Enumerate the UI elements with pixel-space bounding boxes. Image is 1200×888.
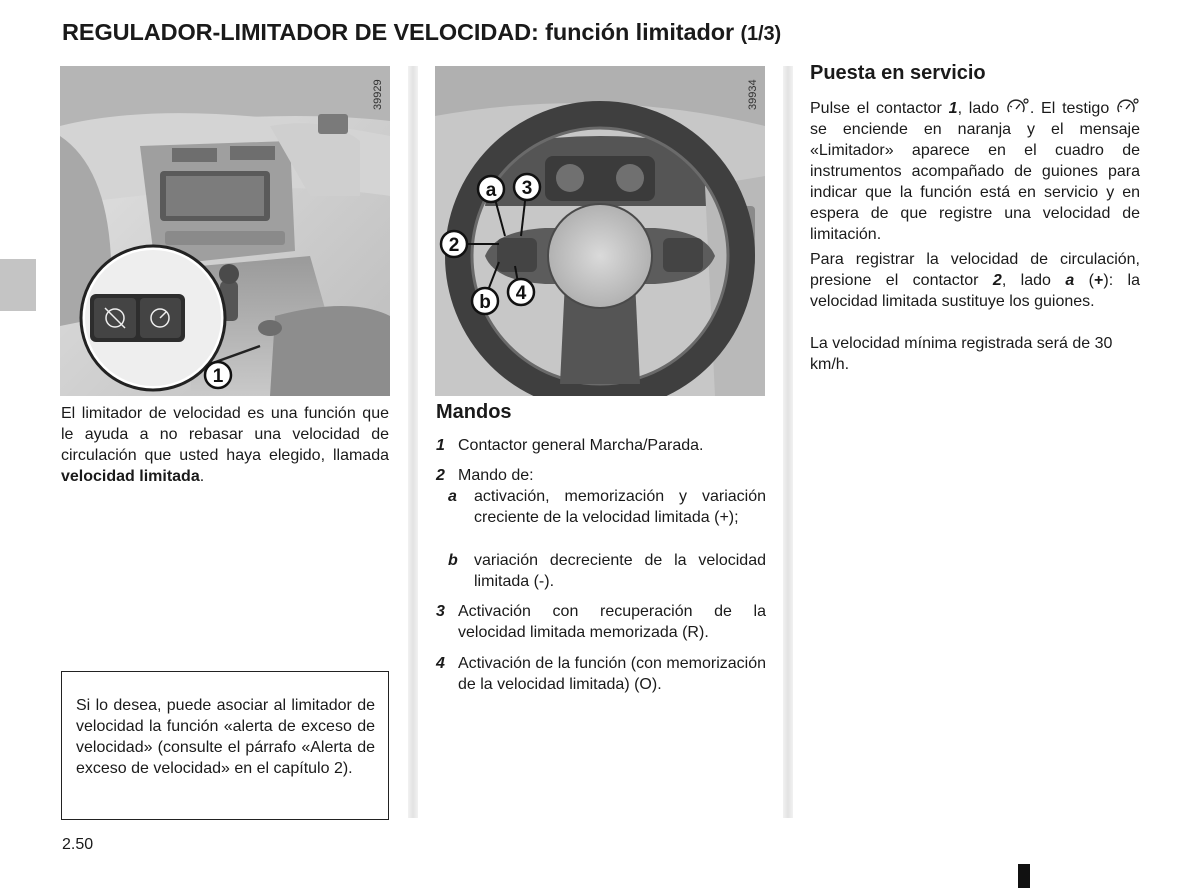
subitem-letter: b (448, 552, 458, 569)
intro-paragraph (61, 403, 389, 487)
title-text: REGULADOR-LIMITADOR DE VELOCIDAD: función limitador (62, 19, 735, 45)
startup-paragraph-1 (810, 98, 1140, 245)
controls-heading: Mandos (436, 401, 512, 423)
p1-text-b: , lado (957, 100, 1006, 117)
intro-text: El limitador de velocidad es una función que le ayuda a no rebasar una velocidad de circulación que usted haya elegido, llamada (61, 405, 389, 464)
p2-text-d: ): la velocidad limitada sustituye los guiones. (810, 272, 1141, 310)
page-title (62, 19, 781, 46)
page-corner-mark (1018, 864, 1030, 888)
callout-a: a (485, 180, 497, 201)
speed-limiter-icon (1006, 98, 1030, 116)
steering-wheel-illustration (435, 66, 765, 396)
control-item-1 (436, 435, 766, 456)
p2-text-a: Para registrar la velocidad de circulación, presione el contactor (810, 251, 1140, 289)
callout-2: 2 (448, 235, 460, 256)
item-number: 2 (436, 467, 445, 484)
p2-text-c: ( (1074, 272, 1095, 289)
figure-ref-middle: 39934 (747, 79, 759, 110)
title-suffix: (1/3) (740, 23, 782, 45)
page-number: 2.50 (62, 836, 94, 853)
subitem-letter: a (448, 488, 457, 505)
dashboard-illustration (60, 66, 390, 396)
item-number: 4 (436, 655, 445, 672)
item-text: Mando de: (458, 467, 534, 484)
startup-paragraph-3: La velocidad mínima registrada será de 30 km/h. (810, 335, 1113, 373)
item-text: Activación de la función (con memorización de la velocidad limitada) (O). (458, 655, 766, 693)
item-text: Activación con recuperación de la velocidad limitada memorizada (R). (458, 603, 766, 641)
item-text: Contactor general Marcha/Parada. (458, 437, 704, 454)
control-subitem-b (448, 550, 766, 592)
note-text: Si lo desea, puede asociar al limitador de velocidad la función «alerta de exceso de velocidad» (consulte el párrafo «Alerta de exceso de velocidad» en el capítulo 2). (76, 697, 375, 777)
p2-side-letter: a (1065, 272, 1075, 289)
item-number: 1 (436, 437, 445, 454)
note-box (61, 671, 389, 820)
chapter-tab (0, 259, 36, 311)
startup-heading: Puesta en servicio (810, 62, 986, 84)
p1-text-c: . El testigo (1029, 100, 1116, 117)
figure-ref-left: 39929 (372, 79, 384, 110)
column-separator (783, 66, 793, 818)
callout-b: b (479, 292, 491, 313)
subitem-text: variación decreciente de la velocidad limitada (-). (474, 552, 766, 590)
subitem-text: activación, memorización y variación creciente de la velocidad limitada (+); (474, 488, 766, 526)
startup-paragraph-2 (810, 249, 1140, 312)
p1-contactor-number: 1 (948, 100, 958, 117)
control-item-4 (436, 653, 766, 695)
p2-plus-sign: + (1094, 272, 1104, 289)
control-item-2 (436, 465, 766, 486)
p1-text-a: Pulse el contactor (810, 100, 949, 117)
column-separator (408, 66, 418, 818)
callout-3: 3 (521, 178, 533, 199)
speed-limiter-warning-icon (1116, 98, 1140, 116)
callout-1: 1 (212, 366, 224, 387)
intro-bold: velocidad limitada (61, 468, 200, 485)
p2-text-b: , lado (1001, 272, 1066, 289)
intro-end: . (199, 468, 205, 485)
callout-4: 4 (515, 283, 527, 304)
item-number: 3 (436, 603, 445, 620)
p2-contactor-number: 2 (992, 272, 1002, 289)
p1-text-d: se enciende en naranja y el mensaje «Limitador» aparece en el cuadro de instrumentos acompañado de guiones para indicar que la función está en servicio y en espera de que registre una velocidad de limitación. (810, 121, 1140, 243)
control-subitem-a (448, 486, 766, 528)
control-item-3 (436, 601, 766, 643)
